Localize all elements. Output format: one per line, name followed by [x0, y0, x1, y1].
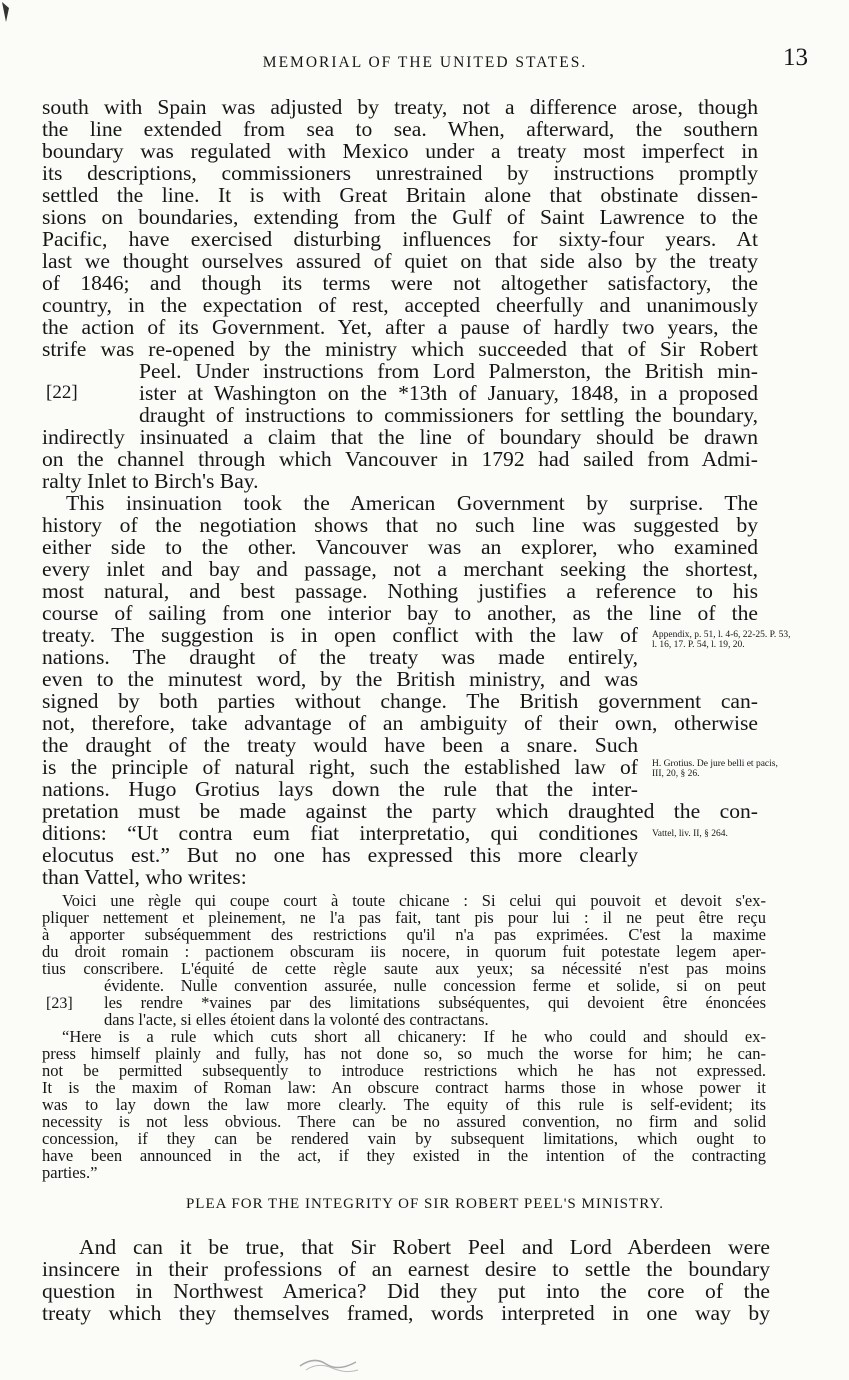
- text-line: is the principle of natural right, such the established law of: [42, 755, 638, 779]
- text-line: nations. Hugo Grotius lays down the rule that the inter-: [42, 777, 638, 801]
- text-line: course of sailing from one interior bay to another, as the line of the: [42, 601, 758, 625]
- text-line: question in Northwest America? Did they put into the core of the: [42, 1279, 770, 1303]
- text-line: strife was re-opened by the ministry which succeeded that of Sir Robert: [42, 337, 758, 361]
- text-line: even to the minutest word, by the British ministry, and was: [42, 667, 638, 691]
- quote-line: It is the maxim of Roman law: An obscure contract harms those in whose power it: [42, 1078, 766, 1097]
- running-title: MEMORIAL OF THE UNITED STATES.: [262, 54, 588, 71]
- quote-line: concession, if they can be rendered vain by subsequent limitations, which ought to: [42, 1129, 766, 1148]
- quote-line: Voici une règle qui coupe court à toute chicane : Si celui qui pouvoit et devoit s'ex-: [62, 891, 766, 910]
- page-number: 13: [783, 44, 808, 71]
- text-line: draught of instructions to commissioners for settling the boundary,: [139, 403, 758, 427]
- text-line: the line extended from sea to sea. When, afterward, the southern: [42, 117, 758, 141]
- page-smudge-mark: [296, 1352, 366, 1376]
- text-line: settled the line. It is with Great Britain alone that obstinate dissen-: [42, 183, 758, 207]
- quote-line: dans l'acte, si elles étoient dans la volonté des contractans.: [104, 1010, 489, 1029]
- text-line: last we thought ourselves assured of quiet on that side also by the treaty: [42, 249, 758, 273]
- text-line: pretation must be made against the party which draughted the con-: [42, 799, 758, 823]
- text-line: either side to the other. Vancouver was an explorer, who examined: [42, 535, 758, 559]
- text-line: every inlet and bay and passage, not a merchant seeking the shortest,: [42, 557, 758, 581]
- quote-line: not be permitted subsequently to introduce restrictions which he has not expressed.: [42, 1061, 766, 1080]
- quote-line: press himself plainly and fully, has not done so, so much the worse for him; he can-: [42, 1044, 766, 1063]
- text-line: not, therefore, take advantage of an ambiguity of their own, otherwise: [42, 711, 758, 735]
- text-line: ditions: “Ut contra eum fiat interpretatio, qui conditiones: [42, 821, 638, 845]
- text-line: the draught of the treaty would have been a snare. Such: [42, 733, 638, 757]
- quote-line: tius conscribere. L'équité de cette règle saute aux yeux; sa nécessité n'est pas moins: [42, 959, 766, 978]
- quote-line: évidente. Nulle convention assurée, nulle concession ferme et solide, si on peut: [104, 976, 766, 995]
- text-line: Peel. Under instructions from Lord Palmerston, the British min-: [139, 359, 758, 383]
- text-line: history of the negotiation shows that no such line was suggested by: [42, 513, 758, 537]
- page-corner-mark: [0, 0, 20, 40]
- text-line: of 1846; and though its terms were not altogether satisfactory, the: [42, 271, 758, 295]
- text-line: boundary was regulated with Mexico under a treaty most imperfect in: [42, 139, 758, 163]
- margin-page-ref: [22]: [46, 382, 78, 403]
- text-line: ralty Inlet to Birch's Bay.: [42, 469, 259, 493]
- text-line: insincere in their professions of an earnest desire to settle the boundary: [42, 1257, 770, 1281]
- text-line: treaty which they themselves framed, words interpreted in one way by: [42, 1301, 770, 1325]
- text-line: than Vattel, who writes:: [42, 865, 247, 889]
- text-line: treaty. The suggestion is in open conflict with the law of: [42, 623, 638, 647]
- margin-page-ref: [23]: [46, 995, 73, 1012]
- quote-line: was to lay down the law more clearly. The equity of this rule is self-evident; its: [42, 1095, 766, 1114]
- text-line: indirectly insinuated a claim that the line of boundary should be drawn: [42, 425, 758, 449]
- side-note-appendix: Appendix, p. 51, l. 4-6, 22-25. P. 53, l. 16, 17. P. 54, l. 19, 20.: [652, 630, 791, 650]
- quote-line: pliquer nettement et pleinement, ne l'a pas fait, tant pis pour lui : il ne peut être reçu: [42, 908, 766, 927]
- section-heading: PLEA FOR THE INTEGRITY OF SIR ROBERT PEEL'S MINISTRY.: [185, 1196, 665, 1212]
- text-line: ister at Washington on the *13th of January, 1848, in a proposed: [139, 381, 758, 405]
- text-line: country, in the expectation of rest, accepted cheerfully and unanimously: [42, 293, 758, 317]
- text-line: Pacific, have exercised disturbing influences for sixty-four years. At: [42, 227, 758, 251]
- quote-line: necessity is not less obvious. There can be no assured convention, no firm and solid: [42, 1112, 766, 1131]
- side-note-grotius: H. Grotius. De jure belli et pacis, III, 20, § 26.: [652, 759, 778, 779]
- text-line: sions on boundaries, extending from the Gulf of Saint Lawrence to the: [42, 205, 758, 229]
- text-line: nations. The draught of the treaty was made entirely,: [42, 645, 638, 669]
- text-line: most natural, and best passage. Nothing justifies a reference to his: [42, 579, 758, 603]
- quote-line: du droit romain : pactionem obscuram iis nocere, in quorum fuit potestate legem aper-: [42, 942, 766, 961]
- text-line: its descriptions, commissioners unrestrained by instructions promptly: [42, 161, 758, 185]
- text-line: signed by both parties without change. The British government can-: [42, 689, 758, 713]
- text-line: elocutus est.” But no one has expressed this more clearly: [42, 843, 638, 867]
- text-line: the action of its Government. Yet, after a pause of hardly two years, the: [42, 315, 758, 339]
- page-header: [42, 44, 808, 84]
- quote-line: “Here is a rule which cuts short all chicanery: If he who could and should ex-: [62, 1027, 766, 1046]
- quote-line: les rendre *vaines par des limitations subséquentes, qui devoient être énoncées: [104, 993, 766, 1012]
- text-line: This insinuation took the American Government by surprise. The: [66, 491, 758, 515]
- text-line: on the channel through which Vancouver in 1792 had sailed from Admi-: [42, 447, 758, 471]
- text-line: And can it be true, that Sir Robert Peel and Lord Aberdeen were: [79, 1235, 770, 1259]
- quote-line: à apporter subséquemment des restrictions qu'il n'a pas exprimées. C'est la maxime: [42, 925, 766, 944]
- quote-line: have been announced in the act, if they existed in the intention of the contracting: [42, 1146, 766, 1165]
- quote-line: parties.”: [42, 1163, 98, 1182]
- side-note-vattel: Vattel, liv. II, § 264.: [652, 829, 728, 839]
- text-line: south with Spain was adjusted by treaty, not a difference arose, though: [42, 95, 758, 119]
